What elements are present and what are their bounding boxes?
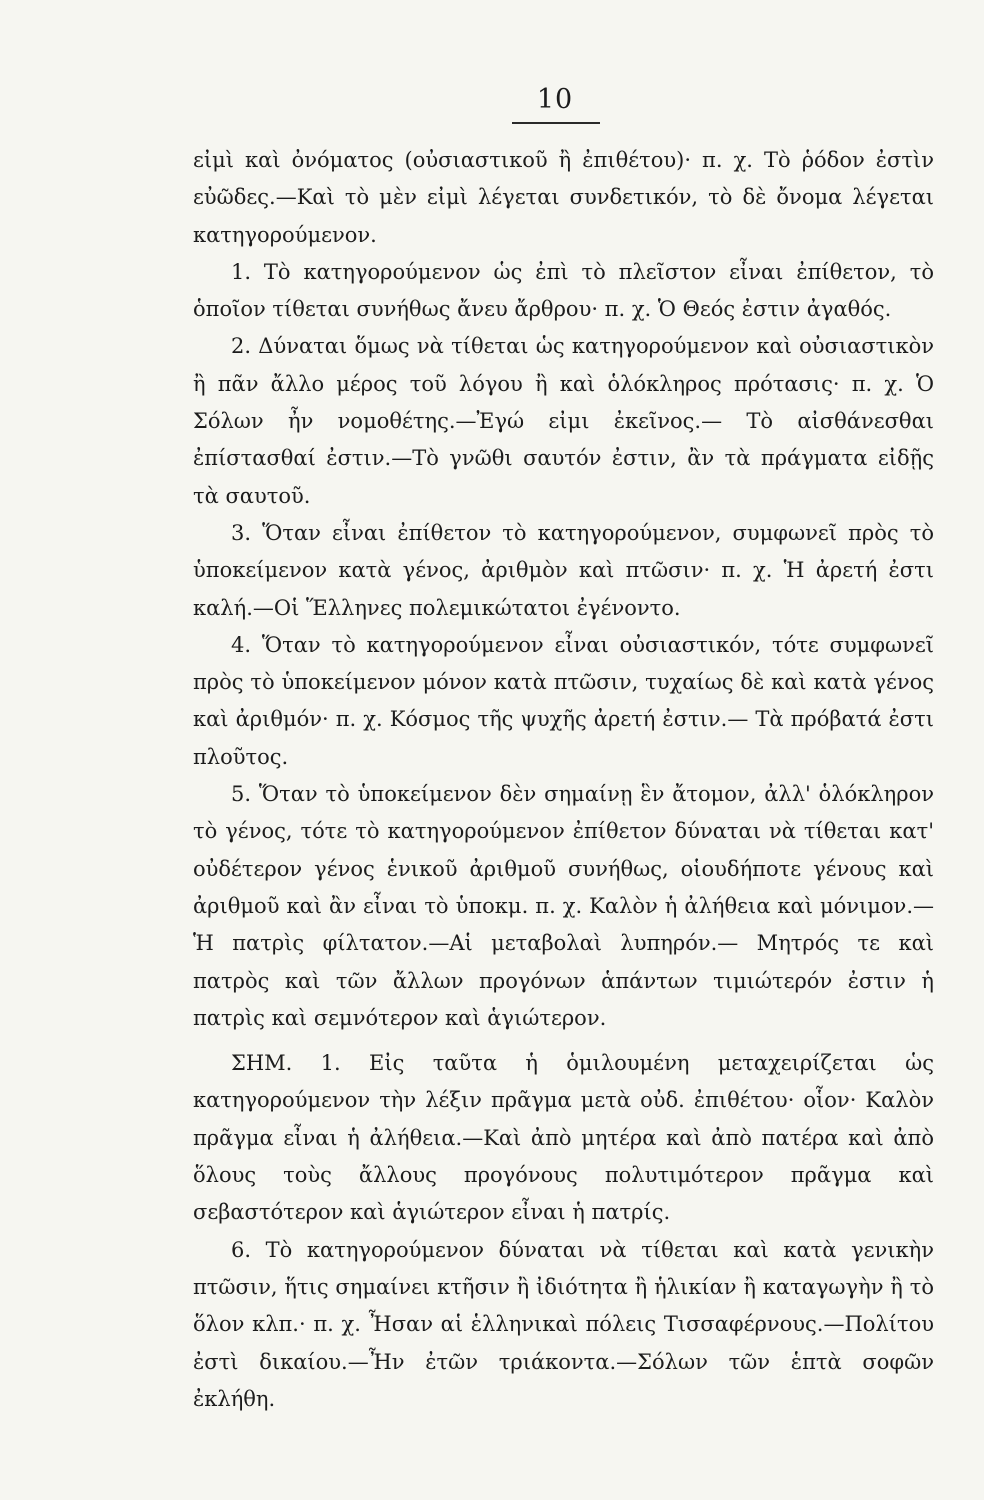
paragraph-note-1: ΣΗΜ. 1. Εἰς ταῦτα ἡ ὁμιλουμένη μεταχειρίζεται ὡς κατηγορούμενον τὴν λέξιν πρᾶγμα μετὰ οὐδ. ἐπιθέτου· οἷον· Καλὸν πρᾶγμα εἶναι ἡ ἀλήθεια.—Καὶ ἀπὸ μητέρα καὶ ἀπὸ πατέρα καὶ ἀπὸ ὅλους τοὺς ἄλλους προγόνους πολυτιμότερον πρᾶγμα καὶ σεβαστότερον καὶ ἁγιώτερον εἶναι ἡ πατρίς.: [193, 1051, 934, 1225]
paragraph-rule-5: 5. Ὅταν τὸ ὑποκείμενον δὲν σημαίνῃ ἓν ἄτομον, ἀλλ' ὁλόκληρον τὸ γένος, τότε τὸ κατηγορούμενον ἐπίθετον δύναται νὰ τίθεται κατ' οὐδέτερον γένος ἑνικοῦ ἀριθμοῦ συνήθως, οἱουδήποτε γένους καὶ ἀριθμοῦ καὶ ἂν εἶναι τὸ ὑποκμ. π. χ. Καλὸν ἡ ἀλήθεια καὶ μόνιμον.—Ἡ πατρὶς φίλτατον.—Αἱ μεταβολαὶ λυπηρόν.— Μητρός τε καὶ πατρὸς καὶ τῶν ἄλλων προγόνων ἁπάντων τιμιώτερόν ἐστιν ἡ πατρὶς καὶ σεμνότερον καὶ ἁγιώτερον.: [193, 782, 934, 1030]
paragraph-rule-6: 6. Τὸ κατηγορούμενον δύναται νὰ τίθεται καὶ κατὰ γενικὴν πτῶσιν, ἥτις σημαίνει κτῆσιν ἢ ἰδιότητα ἢ ἡλικίαν ἢ καταγωγὴν ἢ τὸ ὅλον κλπ.· π. χ. Ἦσαν αἱ ἑλληνικαὶ πόλεις Τισσαφέρνους.—Πολίτου ἐστὶ δικαίου.—Ἦν ἐτῶν τριάκοντα.—Σόλων τῶν ἑπτὰ σοφῶν ἐκλήθη.: [193, 1237, 934, 1411]
page-text: [193, 142, 934, 1418]
page-number-rule: [512, 122, 600, 124]
paragraph-continuation: εἰμὶ καὶ ὀνόματος (οὐσιαστικοῦ ἢ ἐπιθέτου)· π. χ. Τὸ ῥόδον ἐστὶν εὐῶδες.—Καὶ τὸ μὲν εἰμὶ λέγεται συνδετικόν, τὸ δὲ ὄνομα λέγεται κατηγορούμενον.: [193, 148, 934, 247]
paragraph-rule-3: 3. Ὅταν εἶναι ἐπίθετον τὸ κατηγορούμενον, συμφωνεῖ πρὸς τὸ ὑποκείμενον κατὰ γένος, ἀριθμὸν καὶ πτῶσιν· π. χ. Ἡ ἀρετή ἐστι καλή.—Οἱ Ἕλληνες πολεμικώτατοι ἐγένοντο.: [193, 520, 934, 620]
paragraph-rule-4: 4. Ὅταν τὸ κατηγορούμενον εἶναι οὐσιαστικόν, τότε συμφωνεῖ πρὸς τὸ ὑποκείμενον μόνον κατὰ πτῶσιν, τυχαίως δὲ καὶ κατὰ γένος καὶ ἀριθμόν· π. χ. Κόσμος τῆς ψυχῆς ἀρετή ἐστιν.— Τὰ πρόβατά ἐστι πλοῦτος.: [193, 632, 934, 769]
paragraph-rule-1: 1. Τὸ κατηγορούμενον ὡς ἐπὶ τὸ πλεῖστον εἶναι ἐπίθετον, τὸ ὁποῖον τίθεται συνήθως ἄνευ ἄρθρου· π. χ. Ὁ Θεός ἐστιν ἀγαθός.: [193, 259, 934, 322]
paragraph-rule-2: 2. Δύναται ὅμως νὰ τίθεται ὡς κατηγορούμενον καὶ οὐσιαστικὸν ἢ πᾶν ἄλλο μέρος τοῦ λόγου ἢ καὶ ὁλόκληρος πρότασις· π. χ. Ὁ Σόλων ἦν νομοθέτης.—Ἐγώ εἰμι ἐκεῖνος.— Τὸ αἰσθάνεσθαι ἐπίστασθαί ἐστιν.—Τὸ γνῶθι σαυτόν ἐστιν, ἂν τὰ πράγματα εἰδῇς τὰ σαυτοῦ.: [193, 334, 934, 508]
page-number: 10: [536, 84, 574, 115]
